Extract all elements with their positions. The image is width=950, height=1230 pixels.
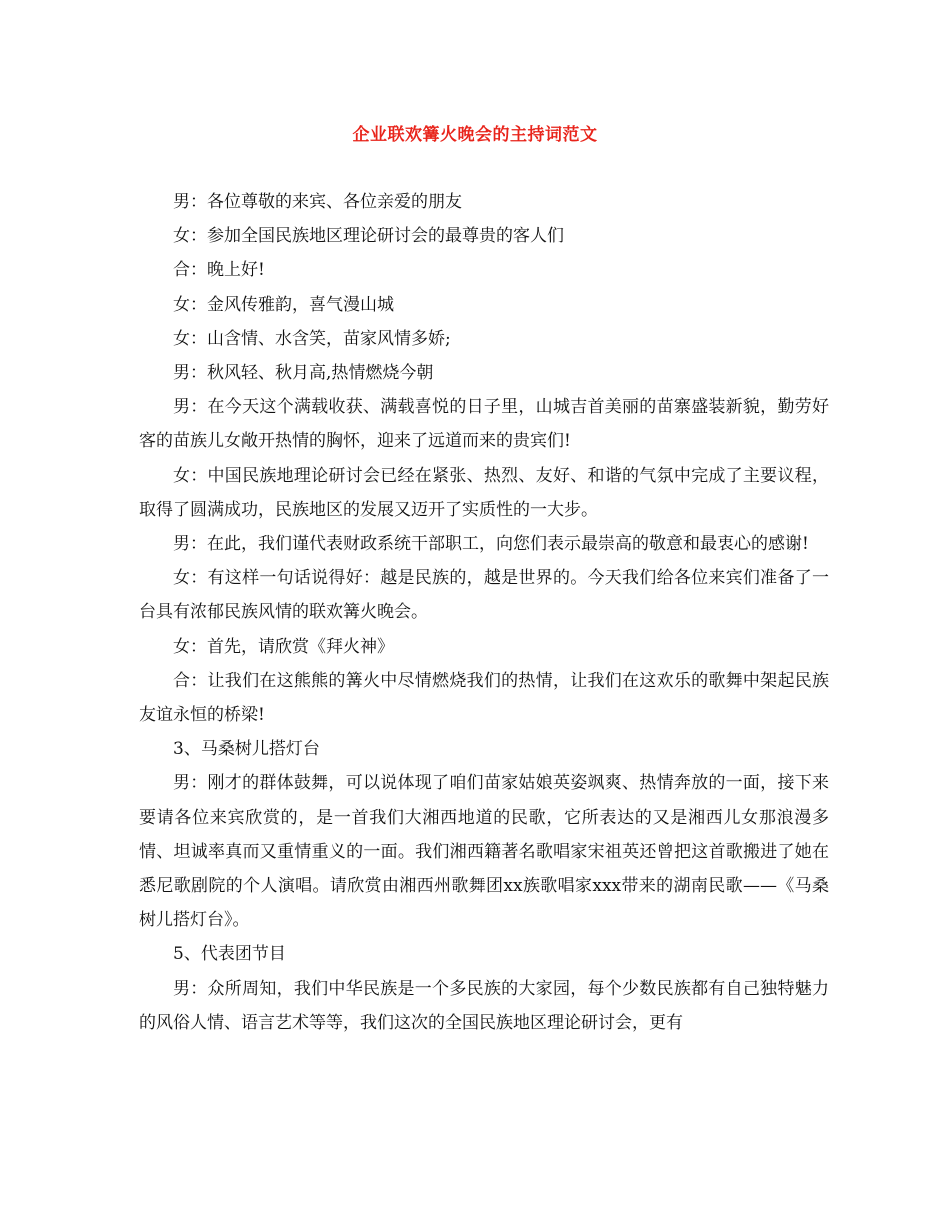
paragraph: 男：众所周知，我们中华民族是一个多民族的大家园，每个少数民族都有自己独特魅力的风俗人情、语言艺术等等，我们这次的全国民族地区理论研讨会，更有 [139,978,829,1033]
section-heading: 5、代表团节目 [173,944,286,965]
paragraph: 男：在此，我们谨代表财政系统干部职工，向您们表示最崇高的敬意和最衷心的感谢! [173,534,809,555]
paragraph: 合：晚上好! [173,260,265,281]
paragraph: 男：在今天这个满载收获、满载喜悦的日子里，山城吉首美丽的苗寨盛装新貌，勤劳好客的苗族儿女敞开热情的胸怀，迎来了远道而来的贵宾们! [139,397,829,452]
paragraph: 女：山含情、水含笑，苗家风情多娇; [173,328,451,349]
paragraph: 女：首先，请欣赏《拜火神》 [173,636,394,657]
paragraph: 男：各位尊敬的来宾、各位亲爱的朋友 [173,192,462,212]
paragraph: 男：秋风轻、秋月高,热情燃烧今朝 [173,363,434,384]
paragraph: 合：让我们在这熊熊的篝火中尽情燃烧我们的热情，让我们在这欢乐的歌舞中架起民族友谊永恒的桥梁! [139,670,829,726]
paragraph: 女：中国民族地理论研讨会已经在紧张、热烈、友好、和谐的气氛中完成了主要议程，取得了圆满成功，民族地区的发展又迈开了实质性的一大步。 [139,465,829,520]
section-heading: 3、马桑树儿搭灯台 [173,739,320,760]
document-title: 企业联欢篝火晚会的主持词范文 [352,125,598,145]
paragraph: 男：刚才的群体鼓舞，可以说体现了咱们苗家姑娘英姿飒爽、热情奔放的一面，接下来要请各位来宾欣赏的，是一首我们大湘西地道的民歌，它所表达的又是湘西儿女那浪漫多情、坦诚率真而又重情重义的一面。我们湘西籍著名歌唱家宋祖英还曾把这首歌搬进了她在悉尼歌剧院的个人演唱。请欣赏由湘西州歌舞团xx族歌唱家xxx带来的湖南民歌——《马桑树儿搭灯台》。 [139,773,829,931]
paragraph: 女：有这样一句话说得好：越是民族的，越是世界的。今天我们给各位来宾们准备了一台具有浓郁民族风情的联欢篝火晚会。 [139,568,829,623]
paragraph: 女：参加全国民族地区理论研讨会的最尊贵的客人们 [173,226,564,247]
paragraph: 女：金风传雅韵，喜气漫山城 [173,294,394,315]
document-body [139,185,829,1040]
